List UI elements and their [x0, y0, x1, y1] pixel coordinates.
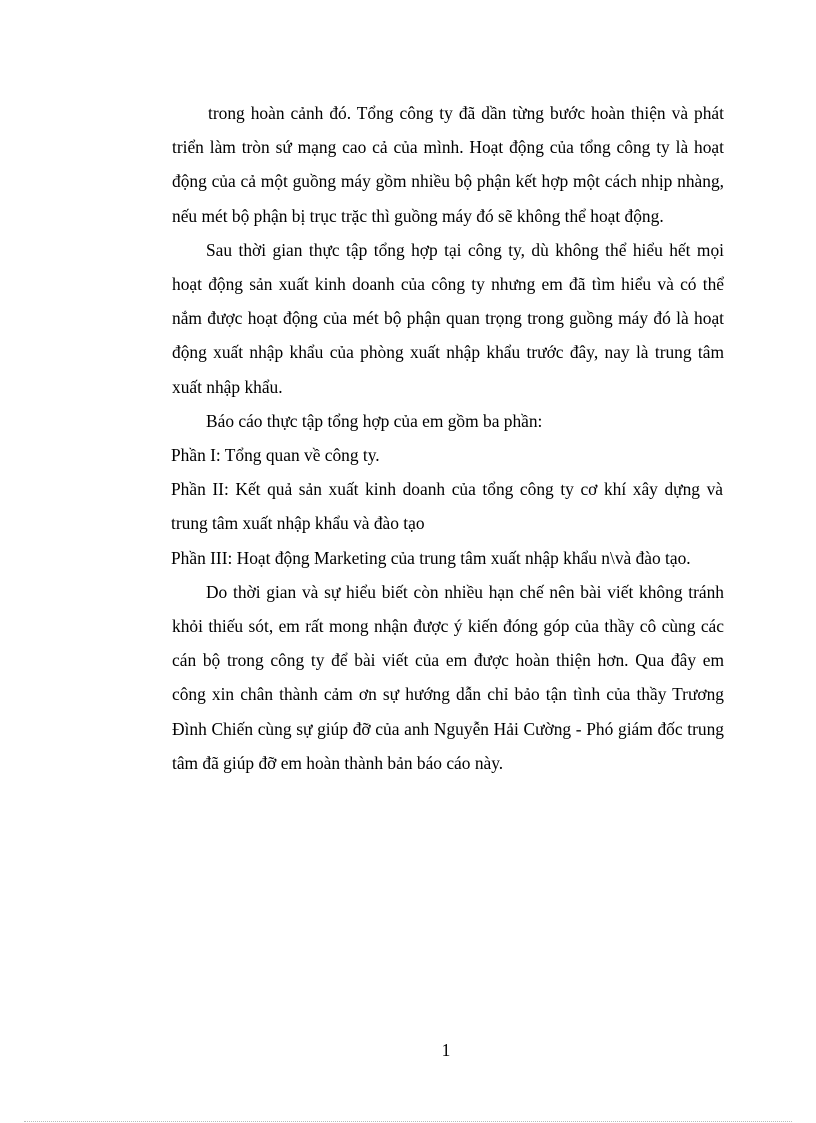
closing-paragraph: Do thời gian và sự hiểu biết còn nhiều hạn chế nên bài viết không tránh khỏi thiếu sót, em rất mong nhận được ý kiến đóng góp của thầy cô cùng các cán bộ trong công ty để bài viết của em được hoàn thiện hơn. Qua đây em công xin chân thành cảm ơn sự hướng dẫn chỉ bảo tận tình của thầy Trương Đình Chiến cùng sự giúp đỡ của anh Nguyễn Hải Cường - Phó giám đốc trung tâm đã giúp đỡ em hoàn thành bản báo cáo này.: [172, 581, 724, 773]
footer-divider: [24, 1121, 792, 1122]
part-2: Phần II: Kết quả sản xuất kinh doanh của tổng công ty cơ khí xây dựng và trung tâm xuất nhập khẩu và đào tạo: [171, 479, 723, 534]
part-1: Phần I: Tổng quan về công ty.: [171, 445, 380, 466]
page-body: [172, 96, 724, 780]
page-number: 1: [441, 1040, 451, 1060]
paragraph-3: Báo cáo thực tập tổng hợp của em gồm ba phần:: [206, 410, 543, 431]
paragraph-2: Sau thời gian thực tập tổng hợp tại công ty, dù không thể hiểu hết mọi hoạt động sản xuất kinh doanh của công ty nhưng em đã tìm hiểu và có thể nắm được hoạt động của mét bộ phận quan trọng trong guồng máy đó là hoạt động xuất nhập khẩu của phòng xuất nhập khẩu trước đây, nay là trung tâm xuất nhập khẩu.: [172, 239, 724, 397]
paragraph-1: trong hoàn cảnh đó. Tổng công ty đã dần từng bước hoàn thiện và phát triển làm tròn sứ mạng cao cả của mình. Hoạt động của tổng công ty là hoạt động của cả một guồng máy gồm nhiều bộ phận kết hợp một cách nhịp nhàng, nếu mét bộ phận bị trục trặc thì guồng máy đó sẽ không thể hoạt động.: [172, 103, 724, 226]
part-3: Phần III: Hoạt động Marketing của trung tâm xuất nhập khẩu n\và đào tạo.: [171, 547, 691, 568]
